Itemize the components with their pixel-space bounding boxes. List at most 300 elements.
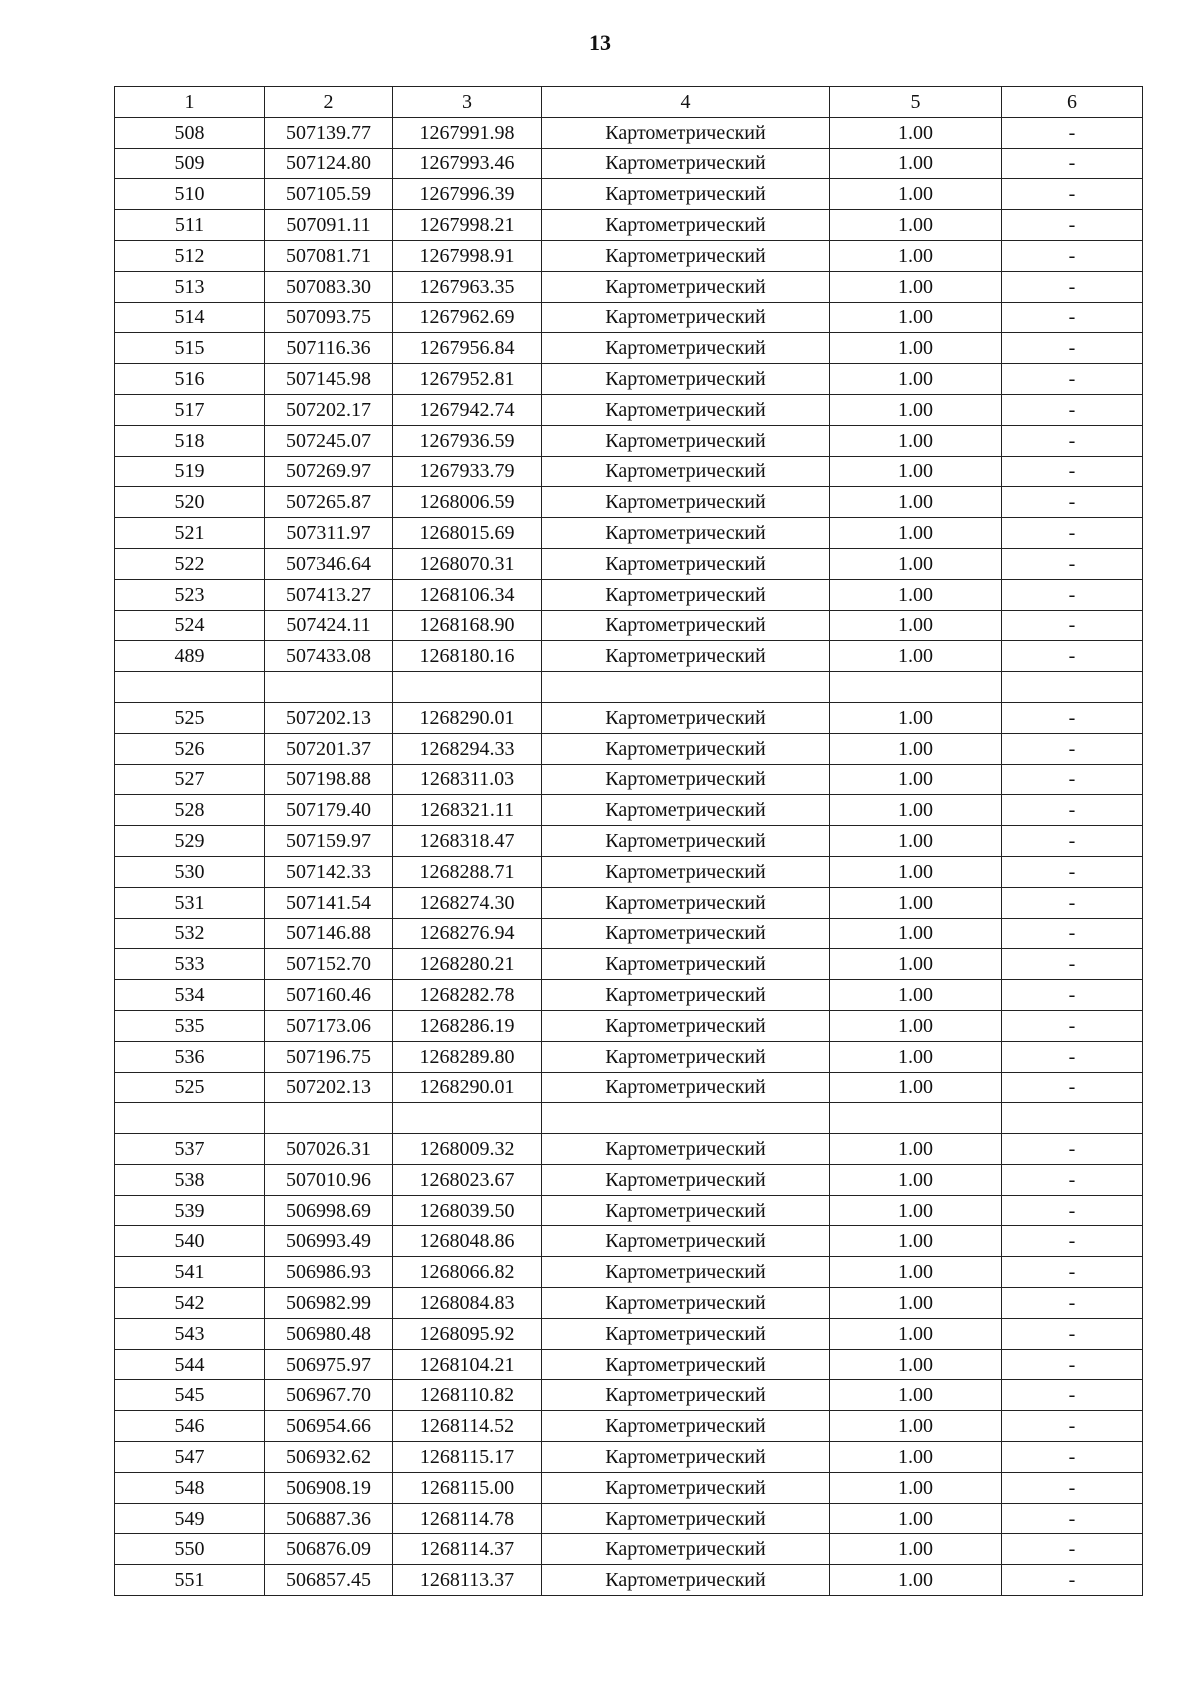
accuracy-cell: 1.00 <box>830 240 1002 271</box>
description-cell: - <box>1002 1411 1143 1442</box>
method-cell: Картометрический <box>542 1195 830 1226</box>
accuracy-cell: 1.00 <box>830 1134 1002 1165</box>
x-coordinate-cell: 507196.75 <box>265 1041 393 1072</box>
method-cell: Картометрический <box>542 1534 830 1565</box>
point-number-cell: 511 <box>115 210 265 241</box>
point-number-cell: 531 <box>115 887 265 918</box>
method-cell: Картометрический <box>542 1503 830 1534</box>
table-row <box>115 394 1143 425</box>
y-coordinate-cell: 1267942.74 <box>393 394 542 425</box>
y-coordinate-cell: 1268106.34 <box>393 579 542 610</box>
accuracy-cell: 1.00 <box>830 302 1002 333</box>
y-coordinate-cell: 1268115.17 <box>393 1442 542 1473</box>
method-cell: Картометрический <box>542 117 830 148</box>
point-number-cell: 530 <box>115 856 265 887</box>
y-coordinate-cell: 1267952.81 <box>393 364 542 395</box>
y-coordinate-cell: 1268084.83 <box>393 1288 542 1319</box>
description-cell: - <box>1002 733 1143 764</box>
description-cell: - <box>1002 1288 1143 1319</box>
table-row <box>115 918 1143 949</box>
method-cell: Картометрический <box>542 1134 830 1165</box>
table-row <box>115 1534 1143 1565</box>
x-coordinate-cell: 506993.49 <box>265 1226 393 1257</box>
table-row <box>115 980 1143 1011</box>
accuracy-cell: 1.00 <box>830 1288 1002 1319</box>
x-coordinate-cell: 507091.11 <box>265 210 393 241</box>
table-row <box>115 179 1143 210</box>
method-cell: Картометрический <box>542 179 830 210</box>
table-row <box>115 548 1143 579</box>
accuracy-cell: 1.00 <box>830 548 1002 579</box>
point-number-cell: 539 <box>115 1195 265 1226</box>
table-row <box>115 364 1143 395</box>
description-cell: - <box>1002 1380 1143 1411</box>
description-cell: - <box>1002 1349 1143 1380</box>
y-coordinate-cell: 1268039.50 <box>393 1195 542 1226</box>
accuracy-cell: 1.00 <box>830 1565 1002 1596</box>
x-coordinate-cell: 507142.33 <box>265 856 393 887</box>
table-row <box>115 1380 1143 1411</box>
description-cell: - <box>1002 1472 1143 1503</box>
table-row <box>115 456 1143 487</box>
accuracy-cell: 1.00 <box>830 1010 1002 1041</box>
description-cell: - <box>1002 641 1143 672</box>
x-coordinate-cell: 507245.07 <box>265 425 393 456</box>
x-coordinate-cell: 507141.54 <box>265 887 393 918</box>
x-coordinate-cell: 507026.31 <box>265 1134 393 1165</box>
point-number-cell: 532 <box>115 918 265 949</box>
description-cell: - <box>1002 856 1143 887</box>
description-cell: - <box>1002 117 1143 148</box>
accuracy-cell: 1.00 <box>830 949 1002 980</box>
table-row <box>115 764 1143 795</box>
y-coordinate-cell: 1267936.59 <box>393 425 542 456</box>
table-row <box>115 210 1143 241</box>
description-cell: - <box>1002 271 1143 302</box>
accuracy-cell <box>830 672 1002 703</box>
point-number-cell: 513 <box>115 271 265 302</box>
method-cell: Картометрический <box>542 764 830 795</box>
x-coordinate-cell: 507124.80 <box>265 148 393 179</box>
x-coordinate-cell: 507202.13 <box>265 1072 393 1103</box>
x-coordinate-cell: 507146.88 <box>265 918 393 949</box>
table-row <box>115 1257 1143 1288</box>
accuracy-cell: 1.00 <box>830 918 1002 949</box>
x-coordinate-cell: 506980.48 <box>265 1318 393 1349</box>
method-cell <box>542 1103 830 1134</box>
point-number-cell <box>115 1103 265 1134</box>
point-number-cell: 520 <box>115 487 265 518</box>
method-cell: Картометрический <box>542 210 830 241</box>
y-coordinate-cell: 1268286.19 <box>393 1010 542 1041</box>
y-coordinate-cell: 1268280.21 <box>393 949 542 980</box>
x-coordinate-cell: 507202.13 <box>265 702 393 733</box>
point-number-cell: 512 <box>115 240 265 271</box>
description-cell: - <box>1002 918 1143 949</box>
y-coordinate-cell <box>393 1103 542 1134</box>
table-row <box>115 702 1143 733</box>
table-row <box>115 425 1143 456</box>
method-cell: Картометрический <box>542 271 830 302</box>
point-number-cell: 521 <box>115 518 265 549</box>
accuracy-cell: 1.00 <box>830 702 1002 733</box>
column-header-6: 6 <box>1002 87 1143 118</box>
x-coordinate-cell: 507201.37 <box>265 733 393 764</box>
description-cell: - <box>1002 456 1143 487</box>
description-cell: - <box>1002 302 1143 333</box>
accuracy-cell: 1.00 <box>830 271 1002 302</box>
table-row <box>115 1442 1143 1473</box>
method-cell: Картометрический <box>542 1442 830 1473</box>
description-cell: - <box>1002 487 1143 518</box>
x-coordinate-cell: 507413.27 <box>265 579 393 610</box>
x-coordinate-cell <box>265 1103 393 1134</box>
description-cell: - <box>1002 826 1143 857</box>
method-cell: Картометрический <box>542 240 830 271</box>
y-coordinate-cell: 1267956.84 <box>393 333 542 364</box>
accuracy-cell: 1.00 <box>830 1534 1002 1565</box>
table-row <box>115 1195 1143 1226</box>
point-number-cell: 535 <box>115 1010 265 1041</box>
description-cell: - <box>1002 394 1143 425</box>
point-number-cell <box>115 672 265 703</box>
x-coordinate-cell: 507160.46 <box>265 980 393 1011</box>
y-coordinate-cell: 1267998.21 <box>393 210 542 241</box>
point-number-cell: 548 <box>115 1472 265 1503</box>
y-coordinate-cell: 1268288.71 <box>393 856 542 887</box>
accuracy-cell <box>830 1103 1002 1134</box>
method-cell: Картометрический <box>542 579 830 610</box>
accuracy-cell: 1.00 <box>830 456 1002 487</box>
method-cell: Картометрический <box>542 1072 830 1103</box>
y-coordinate-cell: 1268290.01 <box>393 702 542 733</box>
column-header-5: 5 <box>830 87 1002 118</box>
accuracy-cell: 1.00 <box>830 764 1002 795</box>
accuracy-cell: 1.00 <box>830 179 1002 210</box>
description-cell: - <box>1002 764 1143 795</box>
y-coordinate-cell: 1268294.33 <box>393 733 542 764</box>
x-coordinate-cell: 507346.64 <box>265 548 393 579</box>
y-coordinate-cell: 1267933.79 <box>393 456 542 487</box>
y-coordinate-cell: 1267963.35 <box>393 271 542 302</box>
y-coordinate-cell: 1268318.47 <box>393 826 542 857</box>
point-number-cell: 547 <box>115 1442 265 1473</box>
table-row <box>115 148 1143 179</box>
table-row <box>115 641 1143 672</box>
description-cell: - <box>1002 702 1143 733</box>
accuracy-cell: 1.00 <box>830 1380 1002 1411</box>
table-row <box>115 1411 1143 1442</box>
x-coordinate-cell: 507093.75 <box>265 302 393 333</box>
accuracy-cell: 1.00 <box>830 1411 1002 1442</box>
accuracy-cell: 1.00 <box>830 1041 1002 1072</box>
y-coordinate-cell: 1267991.98 <box>393 117 542 148</box>
table-row <box>115 1134 1143 1165</box>
x-coordinate-cell: 507145.98 <box>265 364 393 395</box>
accuracy-cell: 1.00 <box>830 887 1002 918</box>
method-cell: Картометрический <box>542 641 830 672</box>
accuracy-cell: 1.00 <box>830 641 1002 672</box>
point-number-cell: 516 <box>115 364 265 395</box>
description-cell: - <box>1002 210 1143 241</box>
description-cell: - <box>1002 333 1143 364</box>
coordinates-table <box>114 86 1143 1596</box>
y-coordinate-cell: 1268113.37 <box>393 1565 542 1596</box>
table-row <box>115 487 1143 518</box>
table-row <box>115 1072 1143 1103</box>
point-number-cell: 541 <box>115 1257 265 1288</box>
accuracy-cell: 1.00 <box>830 1349 1002 1380</box>
column-header-4: 4 <box>542 87 830 118</box>
x-coordinate-cell: 506932.62 <box>265 1442 393 1473</box>
table-row <box>115 1010 1143 1041</box>
description-cell: - <box>1002 1442 1143 1473</box>
method-cell: Картометрический <box>542 887 830 918</box>
y-coordinate-cell: 1267993.46 <box>393 148 542 179</box>
accuracy-cell: 1.00 <box>830 579 1002 610</box>
y-coordinate-cell: 1268070.31 <box>393 548 542 579</box>
header-row <box>115 87 1143 118</box>
point-number-cell: 544 <box>115 1349 265 1380</box>
description-cell: - <box>1002 1565 1143 1596</box>
method-cell: Картометрический <box>542 1226 830 1257</box>
y-coordinate-cell: 1267962.69 <box>393 302 542 333</box>
x-coordinate-cell: 507179.40 <box>265 795 393 826</box>
method-cell: Картометрический <box>542 1164 830 1195</box>
method-cell: Картометрический <box>542 333 830 364</box>
x-coordinate-cell: 507010.96 <box>265 1164 393 1195</box>
table-row <box>115 117 1143 148</box>
method-cell: Картометрический <box>542 610 830 641</box>
x-coordinate-cell: 507173.06 <box>265 1010 393 1041</box>
accuracy-cell: 1.00 <box>830 1257 1002 1288</box>
description-cell: - <box>1002 425 1143 456</box>
x-coordinate-cell: 506986.93 <box>265 1257 393 1288</box>
point-number-cell: 509 <box>115 148 265 179</box>
y-coordinate-cell: 1268009.32 <box>393 1134 542 1165</box>
x-coordinate-cell: 506857.45 <box>265 1565 393 1596</box>
method-cell: Картометрический <box>542 1257 830 1288</box>
y-coordinate-cell: 1268115.00 <box>393 1472 542 1503</box>
accuracy-cell: 1.00 <box>830 610 1002 641</box>
description-cell: - <box>1002 148 1143 179</box>
point-number-cell: 545 <box>115 1380 265 1411</box>
accuracy-cell: 1.00 <box>830 1164 1002 1195</box>
table-row <box>115 1226 1143 1257</box>
accuracy-cell: 1.00 <box>830 795 1002 826</box>
point-number-cell: 540 <box>115 1226 265 1257</box>
description-cell: - <box>1002 1041 1143 1072</box>
y-coordinate-cell: 1268311.03 <box>393 764 542 795</box>
method-cell: Картометрический <box>542 733 830 764</box>
accuracy-cell: 1.00 <box>830 425 1002 456</box>
table-row <box>115 610 1143 641</box>
y-coordinate-cell: 1268006.59 <box>393 487 542 518</box>
y-coordinate-cell: 1268290.01 <box>393 1072 542 1103</box>
point-number-cell: 543 <box>115 1318 265 1349</box>
y-coordinate-cell: 1268282.78 <box>393 980 542 1011</box>
method-cell: Картометрический <box>542 548 830 579</box>
x-coordinate-cell: 507083.30 <box>265 271 393 302</box>
description-cell: - <box>1002 579 1143 610</box>
point-number-cell: 538 <box>115 1164 265 1195</box>
spacer-row <box>115 672 1143 703</box>
table-row <box>115 1318 1143 1349</box>
accuracy-cell: 1.00 <box>830 394 1002 425</box>
description-cell: - <box>1002 980 1143 1011</box>
x-coordinate-cell: 507116.36 <box>265 333 393 364</box>
y-coordinate-cell: 1268321.11 <box>393 795 542 826</box>
x-coordinate-cell: 506908.19 <box>265 1472 393 1503</box>
description-cell: - <box>1002 1257 1143 1288</box>
column-header-3: 3 <box>393 87 542 118</box>
description-cell <box>1002 672 1143 703</box>
point-number-cell: 551 <box>115 1565 265 1596</box>
description-cell: - <box>1002 1226 1143 1257</box>
y-coordinate-cell: 1268023.67 <box>393 1164 542 1195</box>
x-coordinate-cell: 506876.09 <box>265 1534 393 1565</box>
description-cell: - <box>1002 518 1143 549</box>
y-coordinate-cell: 1268104.21 <box>393 1349 542 1380</box>
column-header-1: 1 <box>115 87 265 118</box>
accuracy-cell: 1.00 <box>830 364 1002 395</box>
method-cell: Картометрический <box>542 856 830 887</box>
y-coordinate-cell: 1268114.78 <box>393 1503 542 1534</box>
point-number-cell: 518 <box>115 425 265 456</box>
description-cell: - <box>1002 887 1143 918</box>
x-coordinate-cell: 506982.99 <box>265 1288 393 1319</box>
x-coordinate-cell: 507159.97 <box>265 826 393 857</box>
table-row <box>115 579 1143 610</box>
x-coordinate-cell: 507202.17 <box>265 394 393 425</box>
table-row <box>115 240 1143 271</box>
description-cell <box>1002 1103 1143 1134</box>
point-number-cell: 533 <box>115 949 265 980</box>
point-number-cell: 515 <box>115 333 265 364</box>
x-coordinate-cell: 507139.77 <box>265 117 393 148</box>
description-cell: - <box>1002 240 1143 271</box>
table-row <box>115 949 1143 980</box>
method-cell: Картометрический <box>542 364 830 395</box>
description-cell: - <box>1002 795 1143 826</box>
method-cell: Картометрический <box>542 456 830 487</box>
point-number-cell: 510 <box>115 179 265 210</box>
method-cell: Картометрический <box>542 1010 830 1041</box>
x-coordinate-cell: 507265.87 <box>265 487 393 518</box>
x-coordinate-cell: 507424.11 <box>265 610 393 641</box>
method-cell <box>542 672 830 703</box>
x-coordinate-cell: 507311.97 <box>265 518 393 549</box>
x-coordinate-cell: 506998.69 <box>265 1195 393 1226</box>
x-coordinate-cell: 506887.36 <box>265 1503 393 1534</box>
y-coordinate-cell: 1268168.90 <box>393 610 542 641</box>
table-row <box>115 795 1143 826</box>
description-cell: - <box>1002 1134 1143 1165</box>
description-cell: - <box>1002 1318 1143 1349</box>
accuracy-cell: 1.00 <box>830 518 1002 549</box>
point-number-cell: 525 <box>115 702 265 733</box>
point-number-cell: 537 <box>115 1134 265 1165</box>
table-row <box>115 1288 1143 1319</box>
description-cell: - <box>1002 364 1143 395</box>
x-coordinate-cell: 507433.08 <box>265 641 393 672</box>
accuracy-cell: 1.00 <box>830 148 1002 179</box>
x-coordinate-cell: 506954.66 <box>265 1411 393 1442</box>
description-cell: - <box>1002 1534 1143 1565</box>
point-number-cell: 514 <box>115 302 265 333</box>
y-coordinate-cell: 1268095.92 <box>393 1318 542 1349</box>
y-coordinate-cell: 1268276.94 <box>393 918 542 949</box>
method-cell: Картометрический <box>542 1411 830 1442</box>
method-cell: Картометрический <box>542 826 830 857</box>
y-coordinate-cell: 1268048.86 <box>393 1226 542 1257</box>
table-row <box>115 1503 1143 1534</box>
accuracy-cell: 1.00 <box>830 1442 1002 1473</box>
accuracy-cell: 1.00 <box>830 1072 1002 1103</box>
accuracy-cell: 1.00 <box>830 1195 1002 1226</box>
description-cell: - <box>1002 1164 1143 1195</box>
column-header-2: 2 <box>265 87 393 118</box>
method-cell: Картометрический <box>542 1041 830 1072</box>
x-coordinate-cell: 507081.71 <box>265 240 393 271</box>
y-coordinate-cell: 1268114.52 <box>393 1411 542 1442</box>
accuracy-cell: 1.00 <box>830 1472 1002 1503</box>
point-number-cell: 529 <box>115 826 265 857</box>
method-cell: Картометрический <box>542 702 830 733</box>
point-number-cell: 536 <box>115 1041 265 1072</box>
y-coordinate-cell <box>393 672 542 703</box>
description-cell: - <box>1002 1503 1143 1534</box>
table-row <box>115 302 1143 333</box>
point-number-cell: 526 <box>115 733 265 764</box>
method-cell: Картометрический <box>542 1380 830 1411</box>
method-cell: Картометрический <box>542 1318 830 1349</box>
x-coordinate-cell: 507152.70 <box>265 949 393 980</box>
y-coordinate-cell: 1267996.39 <box>393 179 542 210</box>
accuracy-cell: 1.00 <box>830 333 1002 364</box>
y-coordinate-cell: 1268180.16 <box>393 641 542 672</box>
method-cell: Картометрический <box>542 918 830 949</box>
method-cell: Картометрический <box>542 302 830 333</box>
method-cell: Картометрический <box>542 425 830 456</box>
y-coordinate-cell: 1268274.30 <box>393 887 542 918</box>
spacer-row <box>115 1103 1143 1134</box>
table-row <box>115 1565 1143 1596</box>
y-coordinate-cell: 1268015.69 <box>393 518 542 549</box>
table-row <box>115 1164 1143 1195</box>
table-row <box>115 733 1143 764</box>
method-cell: Картометрический <box>542 1349 830 1380</box>
y-coordinate-cell: 1267998.91 <box>393 240 542 271</box>
table-row <box>115 826 1143 857</box>
accuracy-cell: 1.00 <box>830 733 1002 764</box>
point-number-cell: 549 <box>115 1503 265 1534</box>
x-coordinate-cell: 507105.59 <box>265 179 393 210</box>
point-number-cell: 489 <box>115 641 265 672</box>
description-cell: - <box>1002 610 1143 641</box>
method-cell: Картометрический <box>542 1288 830 1319</box>
description-cell: - <box>1002 949 1143 980</box>
x-coordinate-cell: 506967.70 <box>265 1380 393 1411</box>
point-number-cell: 519 <box>115 456 265 487</box>
point-number-cell: 517 <box>115 394 265 425</box>
point-number-cell: 534 <box>115 980 265 1011</box>
description-cell: - <box>1002 1072 1143 1103</box>
method-cell: Картометрический <box>542 487 830 518</box>
accuracy-cell: 1.00 <box>830 826 1002 857</box>
table-header <box>115 87 1143 118</box>
point-number-cell: 528 <box>115 795 265 826</box>
